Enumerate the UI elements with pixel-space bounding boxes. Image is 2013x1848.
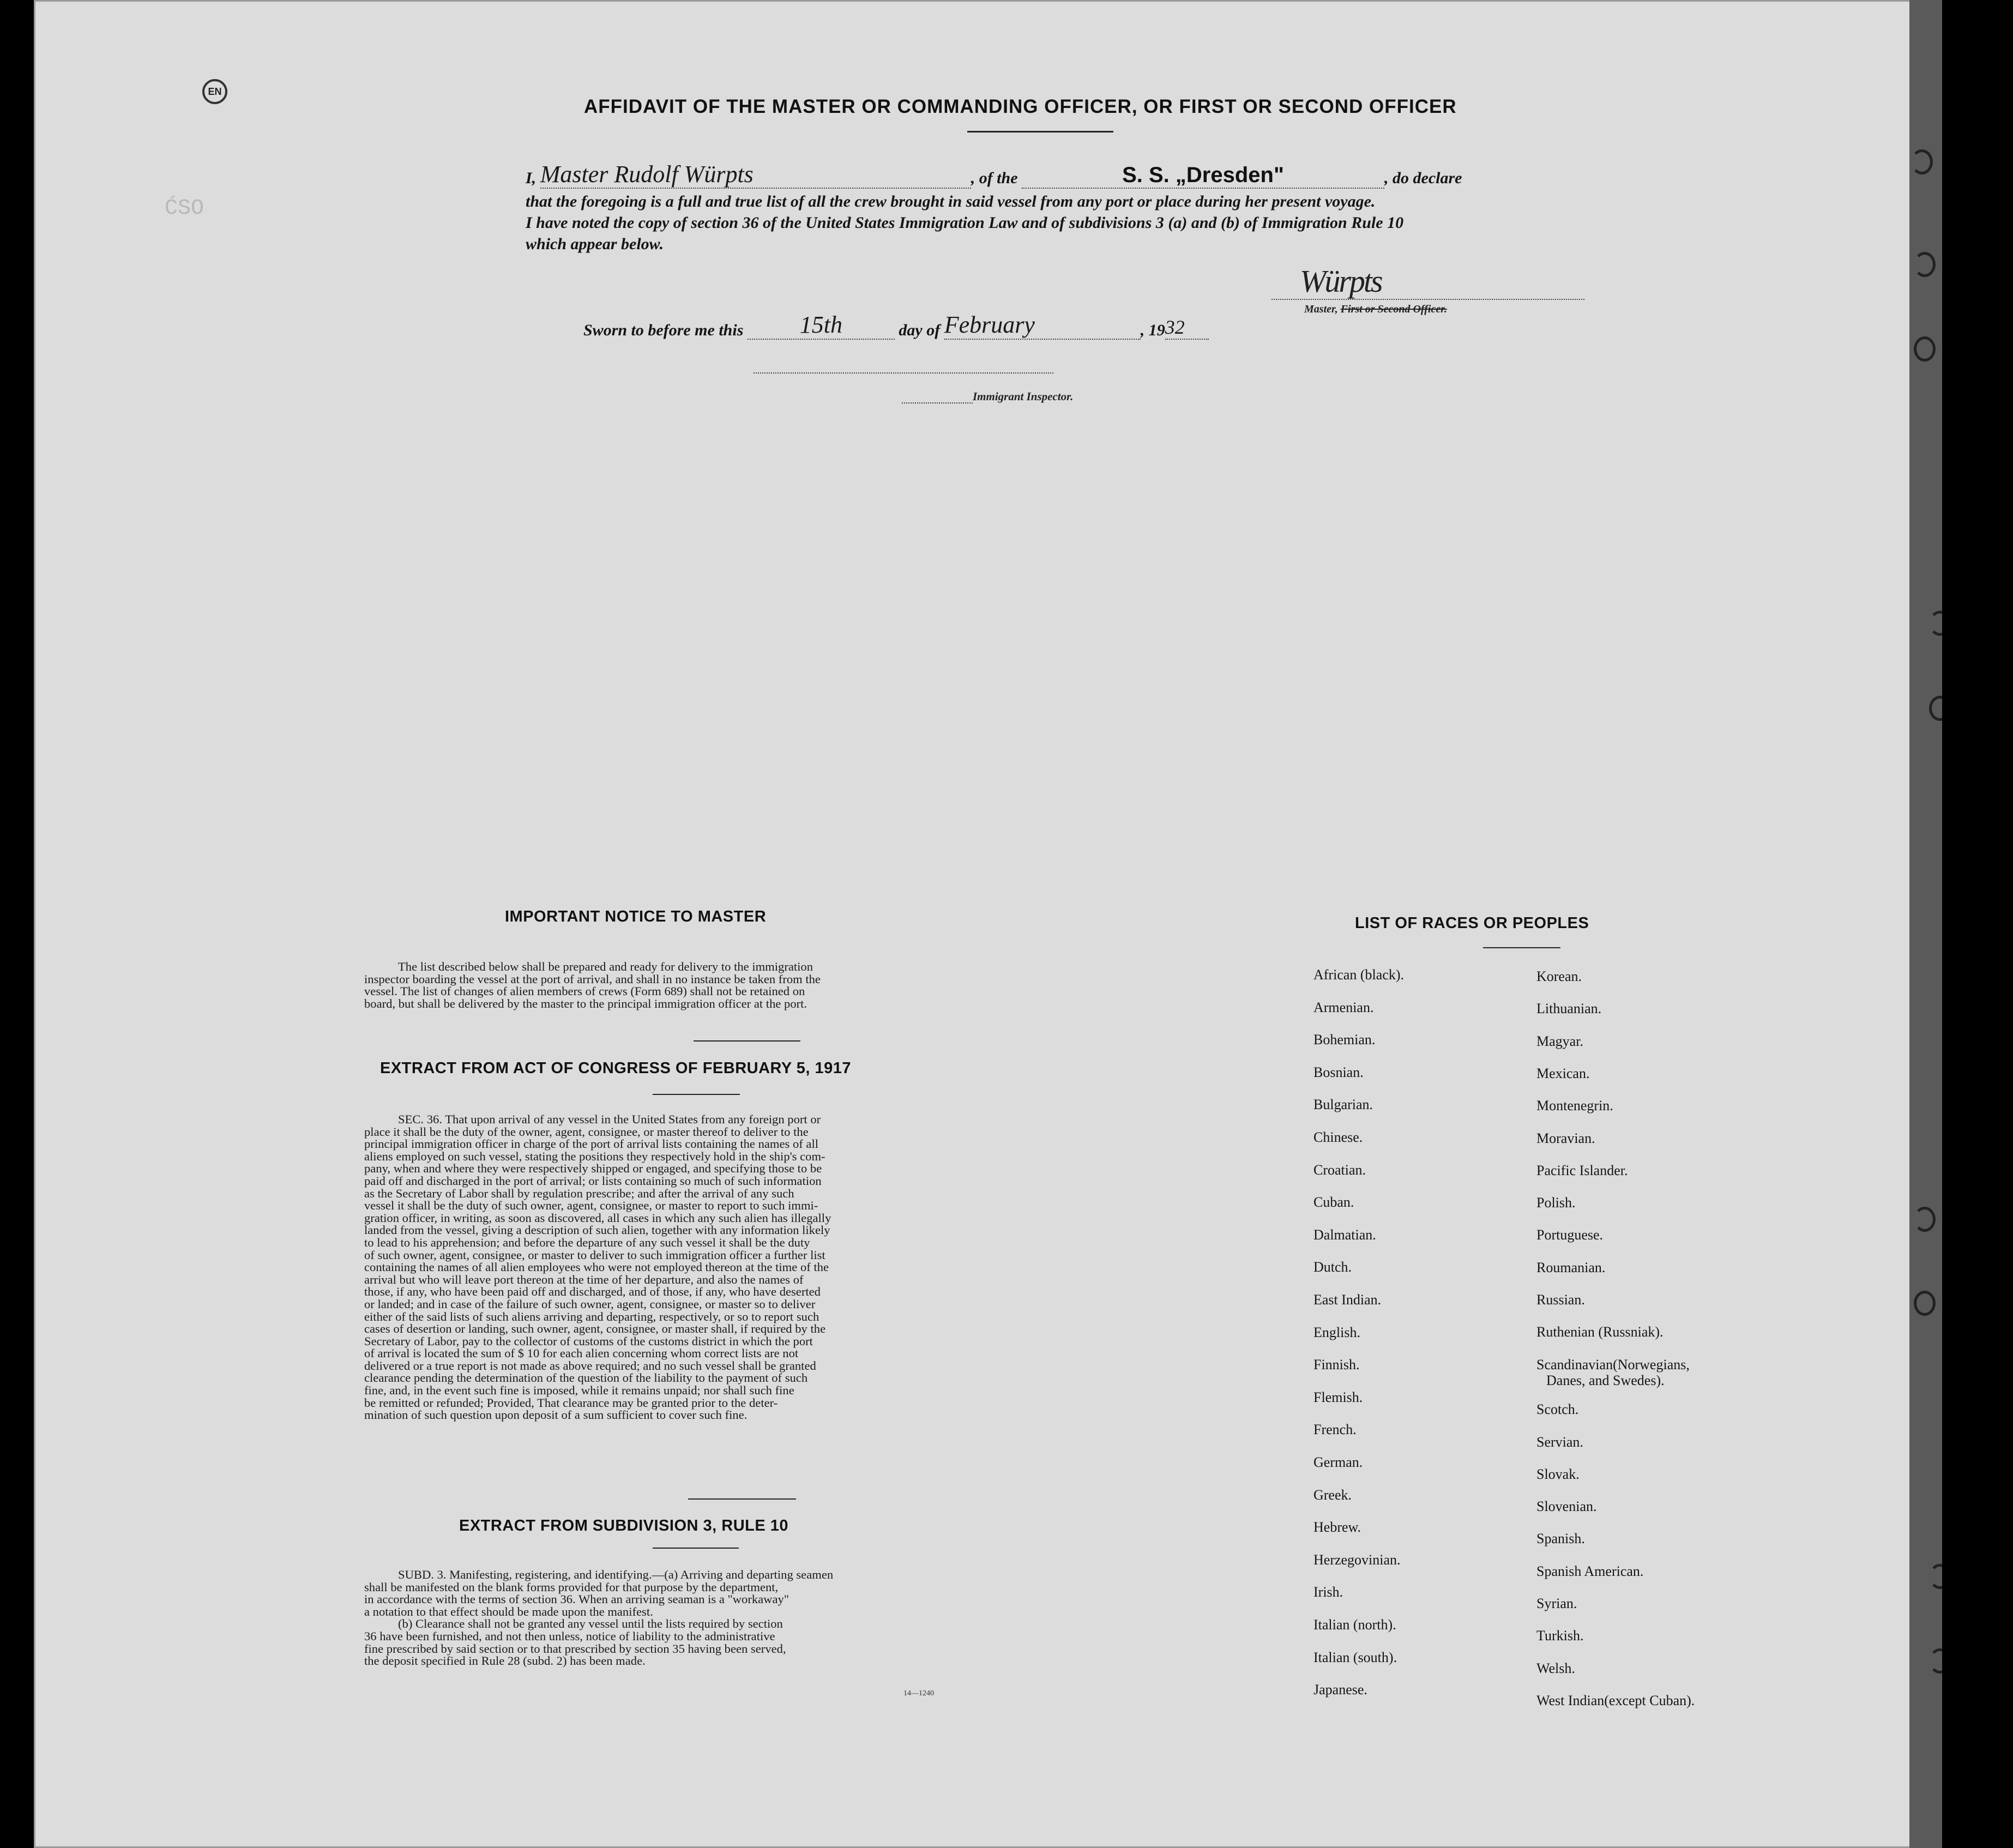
sworn-statement: Sworn to before me this 15th day of February , 1932 [583,311,1209,340]
race-list-item: Turkish. [1536,1628,1584,1644]
races-divider [1483,947,1560,948]
race-list-item: Finnish. [1313,1357,1360,1373]
text-line: fine prescribed by said section or to that prescribed by section 35 having been served, [364,1641,786,1656]
race-list-item: Montenegrin. [1536,1098,1613,1114]
stamp-seal: EN [202,79,227,104]
text-line: in accordance with the terms of section 36. When an arriving seaman is a "workaway" [364,1592,789,1606]
text-line: or landed; and in case of the failure of such owner, agent, consignee, or master so to deliver [364,1297,816,1311]
notice-text [364,961,1008,1010]
race-list-item: Pacific Islander. [1536,1162,1628,1178]
signature-line [1271,299,1584,300]
text-line: as the Secretary of Labor shall by regulation prescribe; and after the arrival of any such [364,1186,794,1200]
rule-heading: EXTRACT FROM SUBDIVISION 3, RULE 10 [459,1517,789,1534]
text-line: 36 have been furnished, and not then unless, notice of liability to the administrative [364,1629,775,1643]
act-heading: EXTRACT FROM ACT OF CONGRESS OF FEBRUARY 5, 1917 [380,1060,852,1077]
text-line: vessel it shall be the duty of such owner, agent, consignee, or master to report to such immi- [364,1199,818,1213]
race-list-item: Mexican. [1536,1065,1590,1081]
declaration-line-2: that the foregoing is a full and true list of all the crew brought in said vessel from any port or place during her present voyage. [526,192,1376,210]
text-line: to lead to his apprehension; and before the departure of any such vessel it shall be the duty [364,1235,810,1249]
text-line: shall be manifested on the blank forms provided for that purpose by the department, [364,1580,779,1594]
text-line: paid off and discharged in the port of arrival; or lists containing so much of such information [364,1173,822,1188]
text-line: fine, and, in the event such fine is imposed, while it remains unpaid; nor shall such fine [364,1383,794,1398]
binding-hole [1914,252,1936,277]
ship-name-field: S. S. „Dresden" [1022,165,1384,189]
race-list-item: Slovenian. [1536,1498,1597,1515]
text-line: clearance pending the determination of the question of the liability to the payment of such [364,1371,808,1385]
text-line: landed from the vessel, giving a description of such alien, together with any information likely [364,1223,830,1237]
race-list-item: Scotch. [1536,1401,1579,1418]
race-list-item: Russian. [1536,1292,1585,1308]
text-line: pany, when and where they were respectively shipped or engaged, and specifying those to be [364,1161,822,1176]
race-list-item: Bohemian. [1313,1032,1376,1048]
text-line: either of the said lists of such aliens arriving and departing, respectively, or so to report such [364,1309,819,1323]
race-list-item: Danes, and Swedes). [1546,1372,1665,1388]
race-list-item: Dalmatian. [1313,1226,1376,1243]
signature-caption: Master, First or Second Officer. [1304,303,1447,315]
race-list-item: African (black). [1313,967,1405,983]
race-list-item: Servian. [1536,1434,1583,1450]
text-line: aliens employed on such vessel, stating the positions they respectively hold in the ship's com- [364,1149,825,1163]
affidavit-title: AFFIDAVIT OF THE MASTER OR COMMANDING OFFICER, OR FIRST OR SECOND OFFICER [584,96,1457,117]
race-list-item: Cuban. [1313,1194,1354,1211]
race-list-item: Slovak. [1536,1466,1580,1482]
race-list-item: Hebrew. [1313,1519,1361,1536]
inspector-signature-line [754,372,1053,374]
text-line: SUBD. 3. Manifesting, registering, and identifying.—(a) Arriving and departing seamen [398,1568,834,1581]
race-list-item: Lithuanian. [1536,1001,1602,1017]
text-line: delivered or a true report is not made as above required; and no such vessel shall be granted [364,1358,816,1373]
race-list-item: Spanish. [1536,1531,1585,1547]
text-line: be remitted or refunded; Provided, That clearance may be granted prior to the deter- [364,1395,778,1410]
declaration-line-4: which appear below. [526,235,664,253]
declaration-line-3: I have noted the copy of section 36 of the United States Immigration Law and of subdivisions 3 (a) and (b) of Immigration Rule 10 [526,214,1404,232]
text-line: mination of such question upon deposit of a sum sufficient to cover such fine. [364,1408,748,1422]
race-list-item: Croatian. [1313,1161,1366,1178]
binding-hole [1914,1291,1936,1316]
form-number: 14—1240 [903,1689,934,1697]
master-signature: Würpts [1300,263,1382,299]
text-line: of such owner, agent, consignee, or master to deliver to such immigration officer a further list [364,1248,825,1262]
race-list-item: Irish. [1313,1584,1343,1600]
rule-divider [653,1548,739,1549]
race-list-item: Bosnian. [1313,1064,1364,1080]
text-line: containing the names of all alien employees who were not employed thereon at the time of the [364,1260,829,1274]
text-line: Secretary of Labor, pay to the collector of customs of the customs district in which the port [364,1334,813,1348]
text-line: the deposit specified in Rule 28 (subd. 2) has been made. [364,1654,646,1668]
race-list-item: Herzegovinian. [1313,1551,1401,1568]
races-heading: LIST OF RACES OR PEOPLES [1355,914,1589,932]
master-name-field: Master Rudolf Würpts [540,164,971,189]
race-list-item: Bulgarian. [1313,1097,1373,1113]
sworn-year-field: 32 [1165,316,1209,340]
text-line: of arrival is located the sum of $ 10 for each alien concerning whom correct lists are not [364,1346,799,1361]
rule-text [364,1569,1008,1668]
race-list-item: West Indian(except Cuban). [1536,1692,1695,1708]
act-end-divider [688,1498,796,1500]
title-divider [967,131,1113,133]
binding-hole [1911,149,1933,174]
race-list-item: Armenian. [1313,999,1374,1015]
race-list-item: Chinese. [1313,1129,1363,1145]
race-list-item: Spanish American. [1536,1563,1644,1579]
declaration-line-1: I, Master Rudolf Würpts , of the S. S. „Dresden" , do declare [526,161,1462,188]
race-list-item: Ruthenian (Russniak). [1536,1324,1664,1340]
text-line: (b) Clearance shall not be granted any vessel until the lists required by section [398,1617,783,1631]
binding-hole [1914,336,1936,362]
document-page [34,0,1942,1848]
text-line: vessel. The list of changes of alien members of crews (Form 689) shall not be retained on [364,984,805,998]
race-list-item: Portuguese. [1536,1227,1604,1243]
text-line: arrival but who will leave port thereon at the time of her departure, and also the names of [364,1272,804,1286]
race-list-item: German. [1313,1454,1363,1470]
sworn-month-field: February [944,311,1141,340]
notice-divider [694,1040,800,1042]
text-line: board, but shall be delivered by the master to the principal immigration officer at the port. [364,996,807,1010]
race-list-item: Scandinavian(Norwegians, [1536,1356,1690,1373]
binding-hole [1914,1207,1936,1232]
race-list-item: French. [1313,1422,1357,1438]
race-list-item: Japanese. [1313,1682,1367,1698]
text-line: The list described below shall be prepared and ready for delivery to the immigration [398,960,813,973]
bleed-through-mark: ĆSO [165,196,204,221]
text-line: cases of desertion or landing, such owner, agent, consignee, or master shall, if required by the [364,1322,826,1336]
race-list-item: Syrian. [1536,1596,1577,1611]
act-text [364,1113,1008,1422]
declaration-block [526,161,1589,255]
inspector-caption: Immigrant Inspector. [902,390,1073,404]
race-list-item: Flemish. [1313,1389,1363,1405]
text-line: gration officer, in writing, as soon as discovered, all cases in which any such alien has illegally [364,1211,831,1225]
race-list-item: English. [1313,1324,1360,1340]
race-list-item: Welsh. [1536,1660,1575,1676]
race-list-item: Dutch. [1313,1259,1352,1275]
race-list-item: Italian (north). [1313,1617,1396,1633]
race-list-item: East Indian. [1313,1292,1382,1308]
race-list-item: Korean. [1536,968,1582,984]
race-list-item: Roumanian. [1536,1259,1606,1275]
race-list-item: Greek. [1313,1486,1352,1503]
text-line: inspector boarding the vessel at the port of arrival, and shall in no instance be taken from the [364,972,821,986]
text-line: a notation to that effect should be made upon the manifest. [364,1604,653,1618]
text-line: place it shall be the duty of the owner, agent, consignee, or master thereof to deliver to the [364,1124,809,1139]
text-line: those, if any, who have been paid off and discharged, and of those, if any, who have deserted [364,1285,821,1299]
notice-heading: IMPORTANT NOTICE TO MASTER [505,908,767,925]
text-line: principal immigration officer in charge of the port of arrival lists containing the names of all [364,1137,819,1151]
race-list-item: Magyar. [1536,1033,1583,1049]
sworn-day-field: 15th [748,311,895,340]
race-list-item: Italian (south). [1313,1649,1397,1665]
text-line: SEC. 36. That upon arrival of any vessel in the United States from any foreign port or [398,1112,821,1126]
act-divider [653,1094,740,1095]
race-list-item: Moravian. [1536,1130,1595,1146]
race-list-item: Polish. [1536,1195,1576,1211]
